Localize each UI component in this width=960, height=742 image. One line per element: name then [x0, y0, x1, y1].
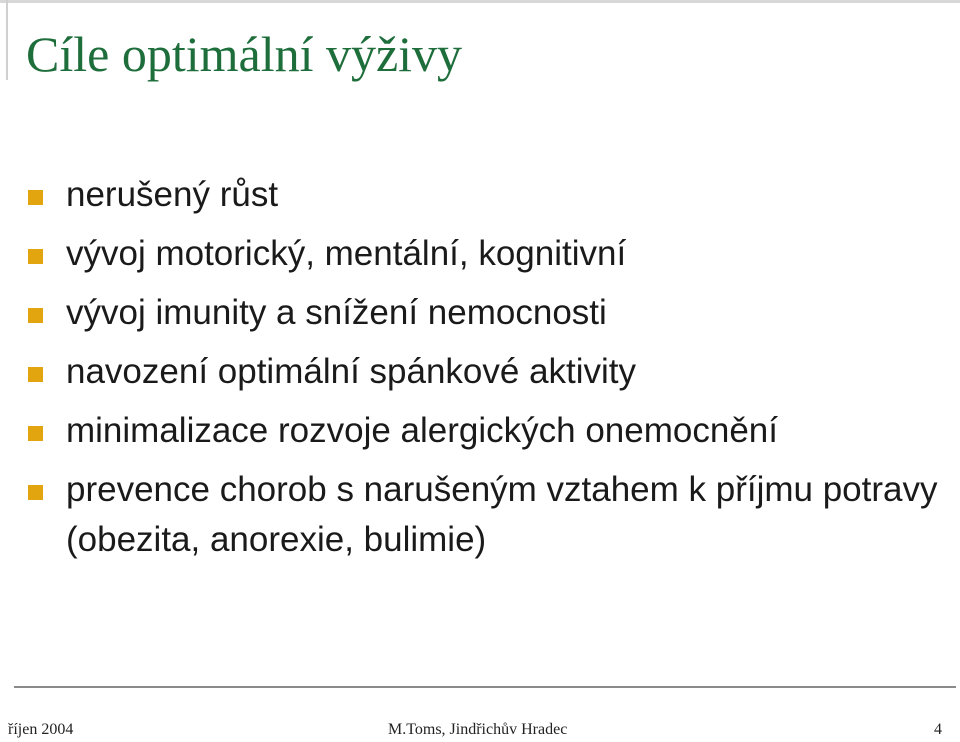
- footer-author: M.Toms, Jindřichův Hradec: [388, 721, 568, 738]
- footer-page-number: 4: [934, 721, 942, 738]
- footer-date: říjen 2004: [8, 721, 74, 738]
- top-border-line: [0, 0, 960, 3]
- square-bullet-icon: [28, 308, 43, 323]
- bullet-text: vývoj imunity a snížení nemocnosti: [66, 293, 607, 332]
- bullet-list: [28, 170, 953, 574]
- square-bullet-icon: [28, 426, 43, 441]
- bullet-item: [28, 406, 953, 456]
- bullet-text: minimalizace rozvoje alergických onemocnění: [66, 411, 778, 450]
- bullet-item: [28, 229, 953, 279]
- bullet-item: [28, 465, 953, 565]
- left-border-line: [6, 0, 8, 80]
- square-bullet-icon: [28, 485, 43, 500]
- footer-divider: [14, 686, 956, 688]
- square-bullet-icon: [28, 367, 43, 382]
- slide-title: Cíle optimální výživy: [26, 26, 463, 82]
- bullet-item: [28, 347, 953, 397]
- bullet-text: vývoj motorický, mentální, kognitivní: [66, 234, 627, 273]
- bullet-text: navození optimální spánkové aktivity: [66, 352, 637, 391]
- square-bullet-icon: [28, 190, 43, 205]
- bullet-text: prevence chorob s narušeným vztahem k příjmu potravy (obezita, anorexie, bulimie): [66, 470, 938, 559]
- square-bullet-icon: [28, 249, 43, 264]
- bullet-text: nerušený růst: [66, 175, 279, 214]
- bullet-item: [28, 170, 953, 220]
- bullet-item: [28, 288, 953, 338]
